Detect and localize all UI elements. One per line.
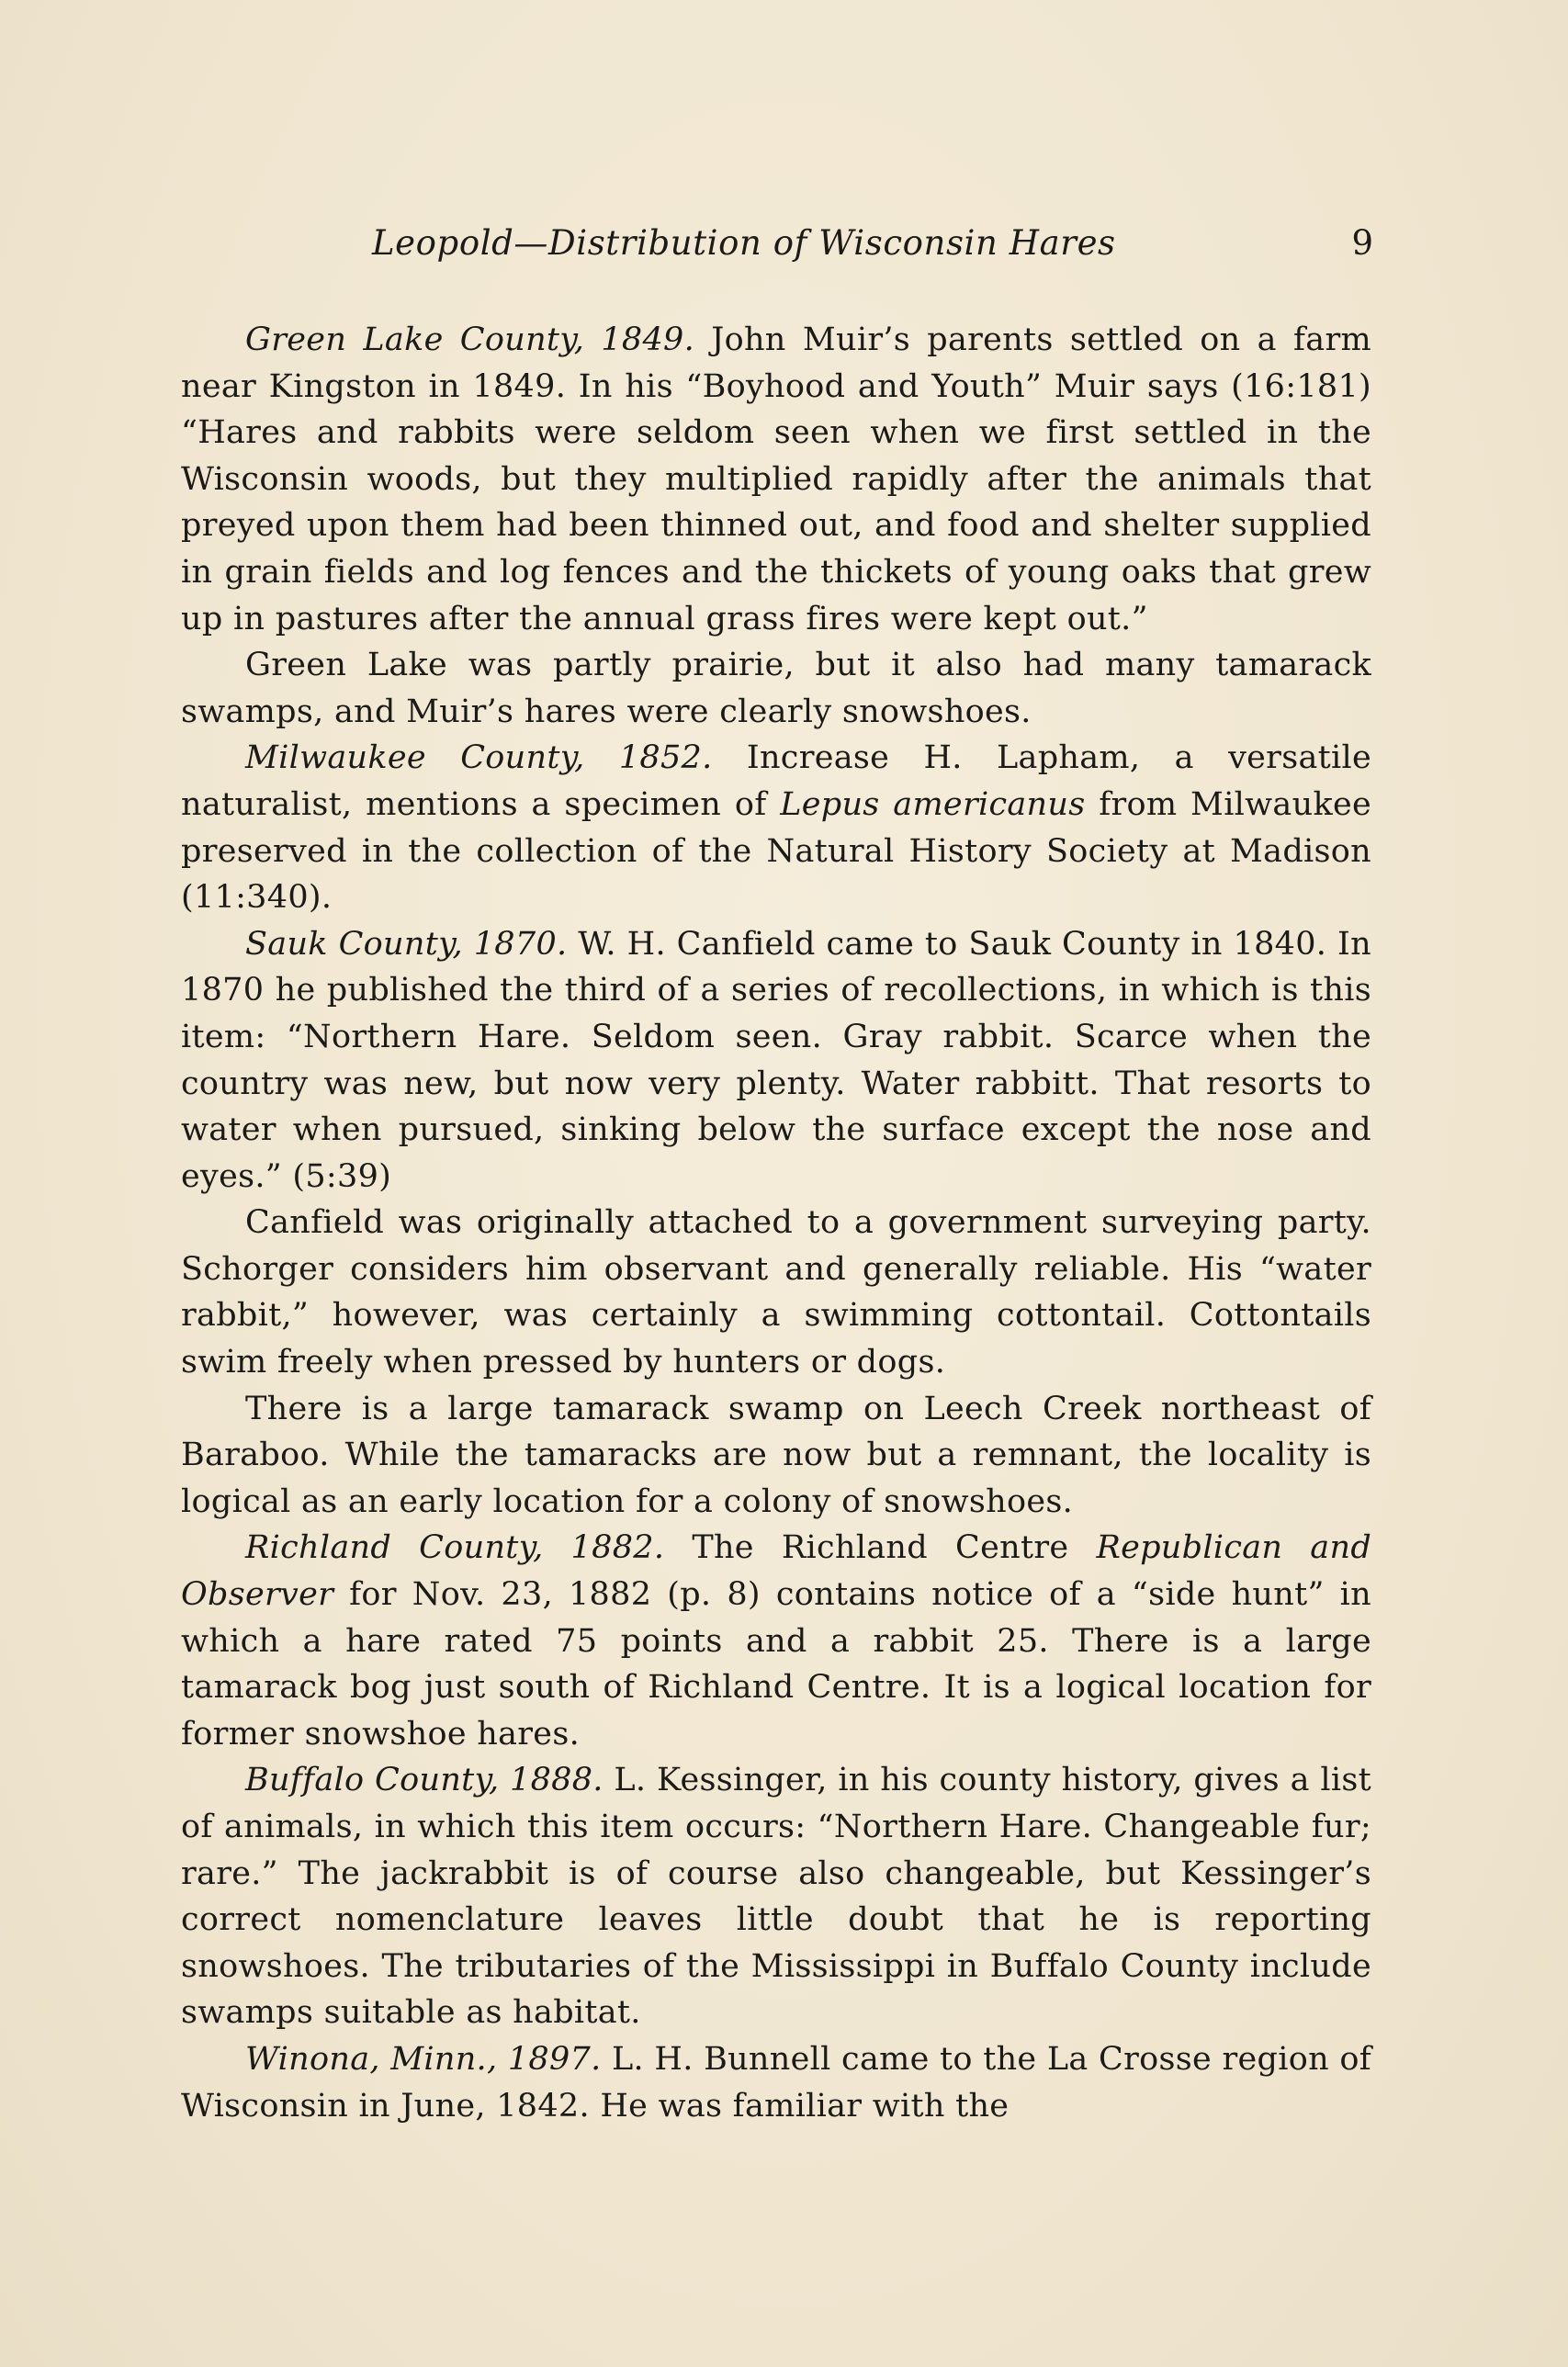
paragraph-body: L. Kessinger, in his county history, gives a list of animals, in which this item occurs: “Northern Hare. Changeable fur; rare.” The jackrabbit is of course also changeable, but Kessinger’s correct nomenclature leaves little doubt that he is reporting snowshoes. The tributaries of the Mississippi in Buffalo County include swamps suitable as habitat. (181, 1762, 1371, 2032)
species-name: Lepus americanus (780, 785, 1086, 823)
paragraph-body: The Richland Centre (664, 1529, 1097, 1567)
paragraph-body: L. H. Bunnell came to the La Crosse region of Wisconsin in June, 1842. He was familiar with the (181, 2040, 1372, 2125)
paragraph-milwaukee (181, 735, 1371, 920)
paragraph-green-lake-note (181, 642, 1371, 735)
paragraph-baraboo (181, 1386, 1371, 1526)
paragraph-green-lake (181, 317, 1371, 642)
paragraph-lead: Winona, Minn., 1897. (245, 2040, 602, 2078)
paragraph-lead: Sauk County, 1870. (245, 925, 568, 963)
paragraph-canfield (181, 1200, 1371, 1385)
paragraph-body: Increase H. Lapham, a versatile naturalist, mentions a specimen of (181, 739, 1371, 823)
paragraph-lead: Milwaukee County, 1852. (245, 739, 713, 777)
paragraph-buffalo (181, 1757, 1371, 2036)
paragraph-body: for Nov. 23, 1882 (p. 8) contains notice of a “side hunt” in which a hare rated 75 points and a rabbit 25. There is a large tamarack bog just south of Richland Centre. It is a logical location for former snowshoe hares. (181, 1576, 1371, 1753)
paragraph-body: Green Lake was partly prairie, but it also had many tamarack swamps, and Muir’s hares were clearly snowshoes. (181, 647, 1371, 730)
paragraph-lead: Richland County, 1882. (245, 1529, 665, 1567)
newspaper-title: Republican and Observer (181, 1529, 1372, 1614)
paragraph-body: Canfield was originally attached to a government surveying party. Schorger considers him observant and generally reliable. His “water rabbit,” however, was certainly a swimming cottontail. Cottontails swim freely when pressed by hunters or dogs. (181, 1204, 1371, 1381)
running-title: Leopold—Distribution of Wisconsin Hares (372, 223, 1116, 263)
paragraph-body: John Muir’s parents settled on a farm near Kingston in 1849. In his “Boyhood and Youth” Muir says (16:181) “Hares and rabbits were seldom seen when we first settled in the Wisconsin woods, but they multiplied rapidly after the animals that preyed upon them had been thinned out, and food and shelter supplied in grain fields and log fences and the thickets of young oaks that grew up in pastures after the annual grass fires were kept out.” (181, 321, 1371, 637)
running-header (179, 223, 1373, 278)
paragraph-body: W. H. Canfield came to Sauk County in 1840. In 1870 he published the third of a series of recollections, in which is this item: “Northern Hare. Seldom seen. Gray rabbit. Scarce when the country was new, but now very plenty. Water rabbitt. That resorts to water when pursued, sinking below the surface except the nose and eyes.” (5:39) (181, 925, 1371, 1195)
paragraph-lead: Buffalo County, 1888. (245, 1762, 604, 1799)
paragraph-richland (181, 1525, 1371, 1757)
page-number: 9 (1351, 223, 1373, 263)
paragraph-sauk (181, 921, 1371, 1200)
paragraph-body: from Milwaukee preserved in the collection of the Natural History Society at Madison (11:340). (181, 785, 1371, 917)
paragraph-body: There is a large tamarack swamp on Leech Creek northeast of Baraboo. While the tamaracks are now but a remnant, the locality is logical as an early location for a colony of snowshoes. (181, 1390, 1371, 1520)
paragraph-lead: Green Lake County, 1849. (245, 321, 695, 358)
body-text (181, 317, 1371, 2129)
paragraph-winona (181, 2036, 1371, 2129)
